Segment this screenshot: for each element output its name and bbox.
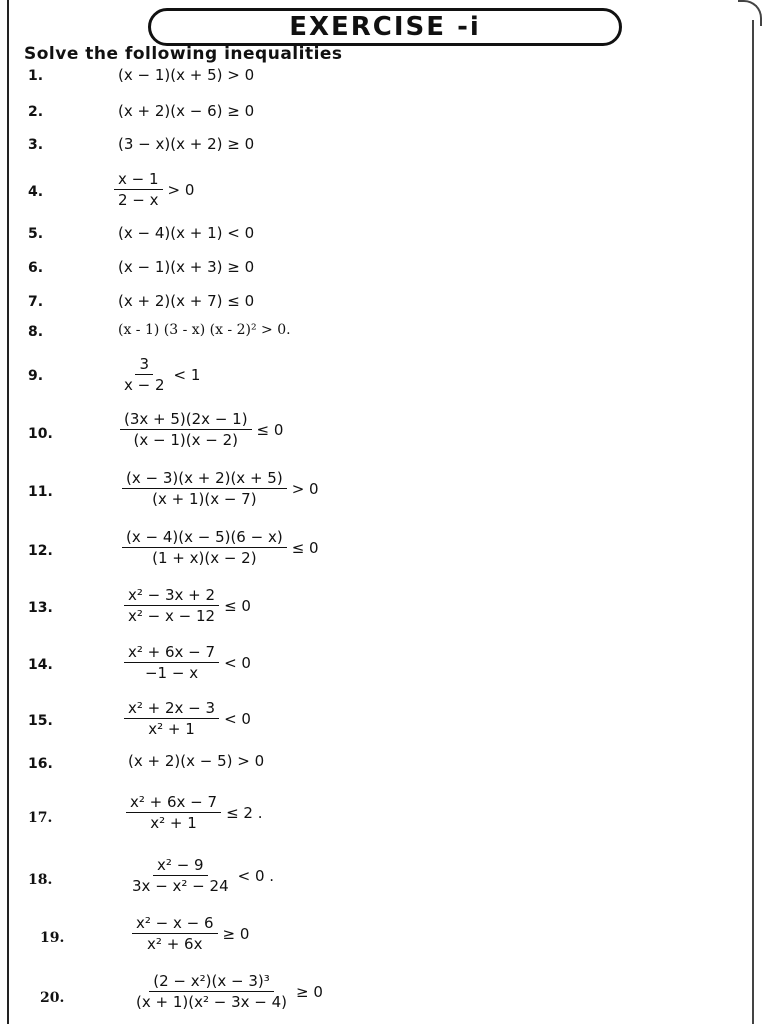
problem-number: 10. <box>28 426 53 442</box>
fraction <box>132 972 291 1011</box>
fraction-numerator: x² − 9 <box>153 856 208 876</box>
problem-number: 18. <box>28 872 53 888</box>
problem-number: 3. <box>28 137 44 153</box>
problem-number: 9. <box>28 368 44 384</box>
problem-expression: (x + 2)(x − 5) > 0 <box>128 752 265 770</box>
problem-number: 14. <box>28 657 53 673</box>
fraction-relation: < 0 . <box>237 866 275 885</box>
problem-number: 13. <box>28 600 53 616</box>
problem-expression: (x + 2)(x − 6) ≥ 0 <box>118 102 255 120</box>
problem-number: 7. <box>28 294 44 310</box>
problem-expression <box>126 793 263 832</box>
problem-expression: (x - 1) (3 - x) (x - 2)² > 0. <box>118 322 291 338</box>
fraction <box>122 469 287 508</box>
fraction-relation: < 1 <box>173 365 201 384</box>
problem-expression <box>124 586 251 625</box>
problem-number: 2. <box>28 104 44 120</box>
problem-expression <box>124 643 251 682</box>
problem-number: 15. <box>28 713 53 729</box>
fraction <box>128 856 233 895</box>
fraction-denominator: x² + 1 <box>150 814 197 832</box>
fraction-denominator: (x + 1)(x − 7) <box>152 490 257 508</box>
problem-number: 11. <box>28 484 53 500</box>
fraction-denominator: x² + 6x <box>147 935 203 953</box>
fraction-numerator: x² + 6x − 7 <box>124 643 219 663</box>
problem-expression: (3 − x)(x + 2) ≥ 0 <box>118 135 255 153</box>
problem-expression <box>132 914 249 953</box>
fraction-relation: ≤ 0 <box>291 538 319 557</box>
fraction <box>124 643 219 682</box>
fraction <box>124 586 219 625</box>
fraction-denominator: 3x − x² − 24 <box>132 877 229 895</box>
problem-expression: (x − 4)(x + 1) < 0 <box>118 224 255 242</box>
problem-number: 8. <box>28 324 44 340</box>
fraction-denominator: (x − 1)(x − 2) <box>133 431 238 449</box>
fraction-relation: < 0 <box>224 653 251 672</box>
problem-expression: (x + 2)(x + 7) ≤ 0 <box>118 292 255 310</box>
fraction-denominator: (1 + x)(x − 2) <box>152 549 257 567</box>
page-curl <box>738 0 762 26</box>
fraction-denominator: x² + 1 <box>148 720 195 738</box>
problem-expression <box>124 699 251 738</box>
fraction-numerator: 3 <box>135 355 153 375</box>
problem-number: 20. <box>40 990 65 1006</box>
fraction-numerator: (3x + 5)(2x − 1) <box>120 410 252 430</box>
left-page-border <box>7 0 9 1024</box>
fraction-relation: ≤ 0 <box>224 596 251 615</box>
fraction-denominator: x − 2 <box>124 376 165 394</box>
problem-expression <box>120 410 283 449</box>
problem-number: 4. <box>28 184 44 200</box>
fraction-relation: ≤ 0 <box>256 420 284 439</box>
fraction-relation: ≤ 2 . <box>226 803 263 822</box>
problem-number: 17. <box>28 810 53 826</box>
problem-expression <box>122 528 319 567</box>
fraction-denominator: (x + 1)(x² − 3x − 4) <box>136 993 287 1011</box>
fraction-numerator: x² − 3x + 2 <box>124 586 219 606</box>
fraction <box>124 699 219 738</box>
fraction-relation: ≥ 0 <box>296 982 323 1001</box>
fraction-numerator: (2 − x²)(x − 3)³ <box>149 972 273 992</box>
fraction <box>122 528 287 567</box>
fraction-denominator: x² − x − 12 <box>128 607 216 625</box>
fraction <box>132 914 218 953</box>
problem-expression <box>132 972 323 1011</box>
fraction-numerator: (x − 3)(x + 2)(x + 5) <box>122 469 287 489</box>
problem-number: 6. <box>28 260 44 276</box>
fraction-relation: > 0 <box>167 180 195 199</box>
fraction <box>126 793 221 832</box>
problem-number: 16. <box>28 756 53 772</box>
fraction-numerator: x² + 2x − 3 <box>124 699 219 719</box>
fraction <box>114 170 163 209</box>
fraction-denominator: 2 − x <box>118 191 159 209</box>
fraction-numerator: (x − 4)(x − 5)(6 − x) <box>122 528 287 548</box>
fraction-denominator: −1 − x <box>144 664 199 682</box>
problem-expression <box>128 856 274 895</box>
fraction <box>120 410 252 449</box>
problem-number: 12. <box>28 543 53 559</box>
problem-expression: (x − 1)(x + 3) ≥ 0 <box>118 258 255 276</box>
problem-expression: (x − 1)(x + 5) > 0 <box>118 66 255 84</box>
fraction-numerator: x² − x − 6 <box>132 914 218 934</box>
instructions: Solve the following inequalities <box>24 44 343 64</box>
fraction-numerator: x − 1 <box>114 170 163 190</box>
problem-expression <box>120 355 200 394</box>
fraction-relation: > 0 <box>291 479 319 498</box>
exercise-title: EXERCISE -i <box>148 8 622 46</box>
fraction <box>120 355 169 394</box>
fraction-numerator: x² + 6x − 7 <box>126 793 221 813</box>
right-page-border <box>752 20 754 1024</box>
fraction-relation: ≥ 0 <box>222 924 250 943</box>
fraction-relation: < 0 <box>224 709 251 728</box>
problem-number: 19. <box>40 930 65 946</box>
problem-number: 1. <box>28 68 44 84</box>
problem-expression <box>114 170 194 209</box>
problem-number: 5. <box>28 226 44 242</box>
problem-expression <box>122 469 319 508</box>
